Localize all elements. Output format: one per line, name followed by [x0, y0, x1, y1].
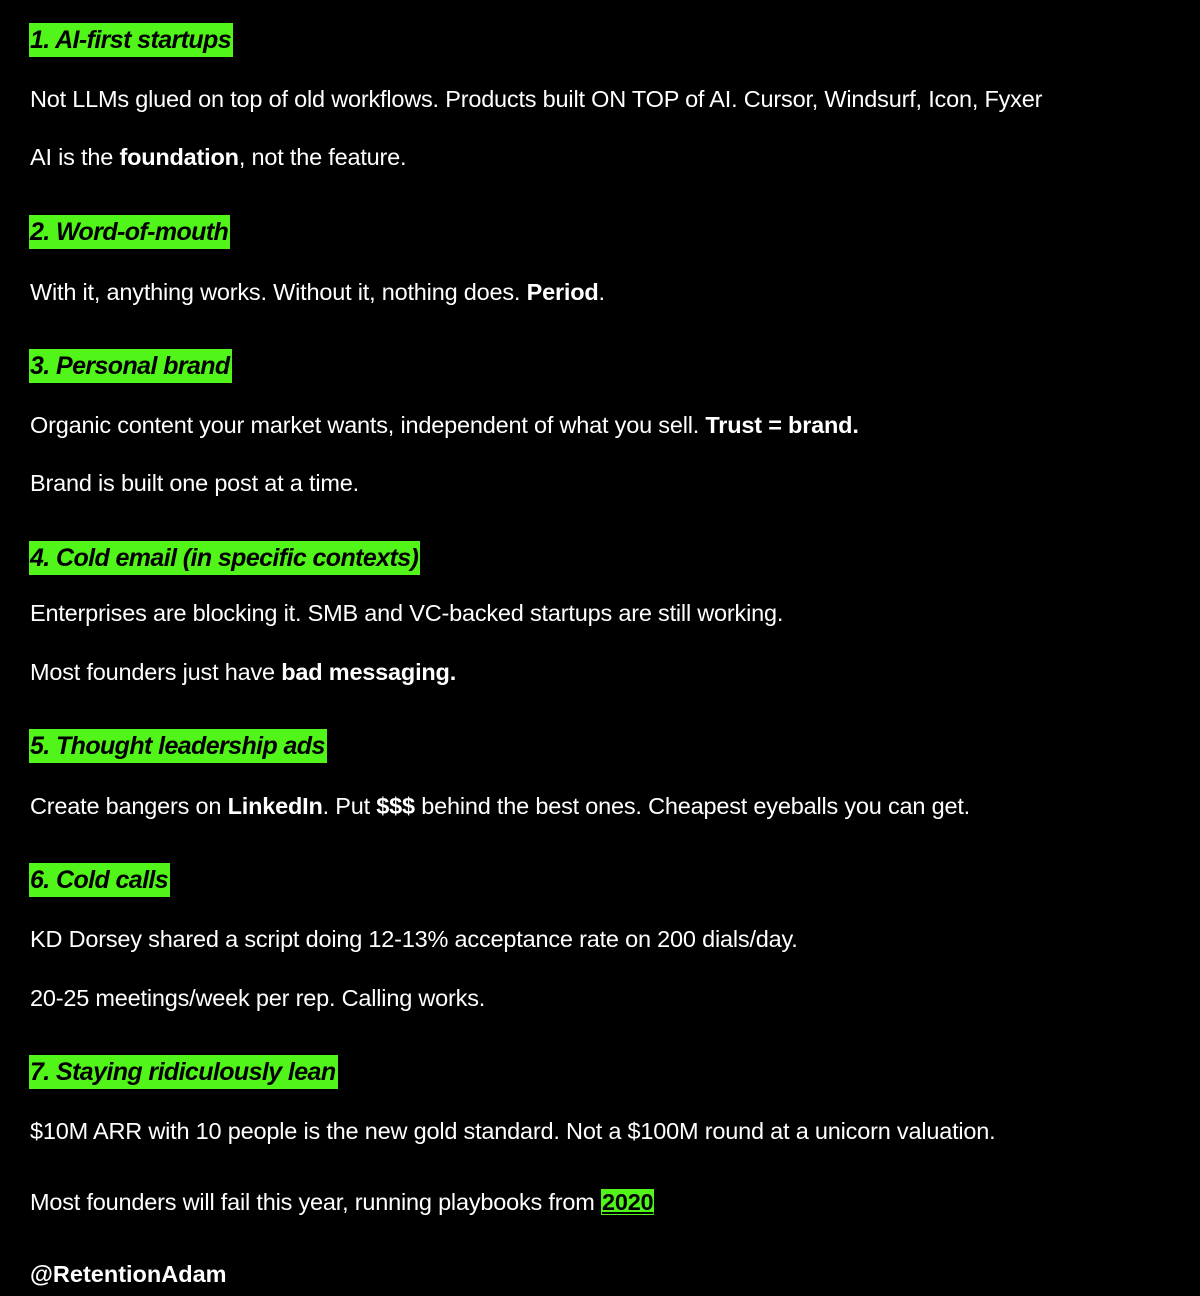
section-1-line-2 [30, 142, 406, 172]
section-4-heading: 4. Cold email (in specific contexts) [29, 541, 420, 575]
closing-line [30, 1187, 654, 1217]
text-span: , not the feature. [238, 144, 407, 170]
section-2-line-1 [30, 277, 605, 307]
text-span: . [598, 279, 605, 305]
text-span: behind the best ones. Cheapest eyeballs you can get. [414, 793, 971, 819]
bold-text: bad messaging. [281, 659, 457, 685]
section-4-line-1 [30, 598, 783, 628]
section-2-heading: 2. Word-of-mouth [29, 215, 230, 249]
text-span: With it, anything works. Without it, nothing does. [30, 279, 527, 305]
bold-text: foundation [119, 144, 239, 170]
section-5-line-1 [30, 791, 970, 821]
section-7-line-1 [30, 1116, 996, 1146]
section-6-heading: 6. Cold calls [29, 863, 170, 897]
section-6-line-1 [30, 924, 798, 954]
section-1-heading: 1. AI-first startups [29, 23, 233, 57]
text-span: Create bangers on [30, 793, 228, 819]
section-4-line-2 [30, 657, 456, 687]
closing-text: Most founders will fail this year, running playbooks from [30, 1189, 601, 1215]
section-7-heading: 7. Staying ridiculously lean [29, 1055, 338, 1089]
text-span: Not LLMs glued on top of old workflows. Products built ON TOP of AI. Cursor, Windsurf, Icon, Fyxer [30, 86, 1043, 112]
text-span: . Put [322, 793, 377, 819]
text-span: Enterprises are blocking it. SMB and VC-backed startups are still working. [30, 600, 784, 626]
text-span: Brand is built one post at a time. [30, 470, 359, 496]
text-span: $10M ARR with 10 people is the new gold standard. Not a $100M round at a unicorn valuation. [30, 1118, 996, 1144]
bold-text: LinkedIn [227, 793, 323, 819]
section-3-line-2 [30, 468, 359, 498]
section-5-heading: 5. Thought leadership ads [29, 729, 327, 763]
bold-text: Trust = brand. [705, 412, 859, 438]
text-span: AI is the [30, 144, 120, 170]
section-3-line-1 [30, 410, 859, 440]
bold-text: $$$ [376, 793, 415, 819]
section-6-line-2 [30, 983, 485, 1013]
text-span: Most founders just have [30, 659, 282, 685]
section-1-line-1 [30, 84, 1042, 114]
text-span: 20-25 meetings/week per rep. Calling works. [30, 985, 486, 1011]
text-span: Organic content your market wants, independent of what you sell. [30, 412, 706, 438]
bold-text: Period [526, 279, 599, 305]
section-3-heading: 3. Personal brand [29, 349, 232, 383]
year-highlight: 2020 [601, 1189, 654, 1215]
text-span: KD Dorsey shared a script doing 12-13% acceptance rate on 200 dials/day. [30, 926, 798, 952]
author-handle: @RetentionAdam [30, 1261, 227, 1287]
